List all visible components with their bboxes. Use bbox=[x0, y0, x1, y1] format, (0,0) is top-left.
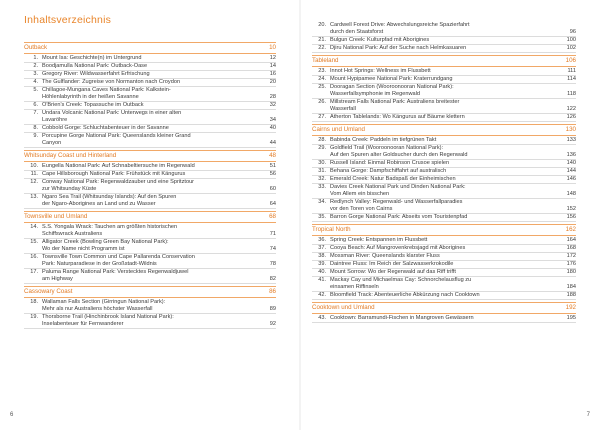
entry-page-number: 78 bbox=[269, 261, 276, 267]
right-page bbox=[300, 0, 600, 430]
toc-entry[interactable] bbox=[312, 68, 576, 76]
toc-entry[interactable] bbox=[24, 110, 276, 125]
entry-number: 41. bbox=[318, 277, 326, 283]
section-title: Cooktown und Umland bbox=[312, 304, 375, 311]
entry-number: 2. bbox=[33, 63, 38, 69]
entry-title-line: Cooktown: Barramundi-Fischen in Mangroven Gewässern bbox=[330, 315, 474, 321]
section-header bbox=[24, 42, 276, 54]
toc-entry[interactable] bbox=[312, 76, 576, 84]
toc-entry[interactable] bbox=[24, 55, 276, 63]
entry-page-number: 102 bbox=[566, 45, 576, 51]
entry-number: 23. bbox=[318, 68, 326, 74]
entry-title-line: Porcupine Gorge National Park: Queenslands kleiner Grand bbox=[42, 133, 191, 139]
entry-page-number: 188 bbox=[566, 292, 576, 298]
entry-number: 15. bbox=[30, 239, 38, 245]
section-page-number: 106 bbox=[565, 57, 576, 64]
toc-entry[interactable] bbox=[312, 214, 576, 222]
entry-title-line: Spring Creek: Entspannen im Flussbett bbox=[330, 237, 428, 243]
entry-number: 38. bbox=[318, 253, 326, 259]
section-header bbox=[24, 150, 276, 162]
toc-entry[interactable] bbox=[24, 171, 276, 179]
entry-page-number: 100 bbox=[566, 37, 576, 43]
toc-entry[interactable] bbox=[312, 292, 576, 300]
entry-title-line: Mackay Cay und Michaelmas Cay: Schnorchelausflug zu bbox=[330, 277, 472, 283]
entry-title-line: Emerald Creek: Natur Badspaß der Einheimischen bbox=[330, 176, 456, 182]
toc-entry[interactable] bbox=[312, 199, 576, 214]
entry-title-line: Canyon bbox=[42, 140, 62, 146]
entry-page-number: 14 bbox=[269, 63, 276, 69]
entry-page-number: 140 bbox=[566, 160, 576, 166]
toc-entry[interactable] bbox=[24, 224, 276, 239]
section-header bbox=[24, 211, 276, 223]
section-page-number: 192 bbox=[565, 304, 576, 311]
entry-title-line: Vom Allem ein bisschen bbox=[330, 191, 390, 197]
entry-title-line: Atherton Tablelands: Wo Kängurus auf Bäume klettern bbox=[330, 114, 465, 120]
entry-title-line: Innot Hot Springs: Wellness im Flussbett bbox=[330, 68, 431, 74]
entry-title-line: Davies Creek National Park und Dinden National Park: bbox=[330, 184, 466, 190]
entry-number: 34. bbox=[318, 199, 326, 205]
entry-page-number: 74 bbox=[269, 246, 276, 252]
entry-page-number: 172 bbox=[566, 253, 576, 259]
entry-number: 29. bbox=[318, 145, 326, 151]
entry-title-line: Wasserfall bbox=[330, 106, 356, 112]
toc-title: Inhaltsverzeichnis bbox=[24, 14, 112, 26]
entry-page-number: 12 bbox=[269, 55, 276, 61]
entry-title-line: Wallaman Falls Section (Girringun National Park): bbox=[42, 299, 166, 305]
entry-page-number: 164 bbox=[566, 237, 576, 243]
toc-entry[interactable] bbox=[24, 71, 276, 79]
entry-title-line: Thorsborne Trail (Hinchinbrook Island National Park): bbox=[42, 314, 174, 320]
entry-title-line: Millstream Falls National Park: Australiens breitester bbox=[330, 99, 460, 105]
toc-entry[interactable] bbox=[312, 269, 576, 277]
entry-title-line: Schiffswrack Australiens bbox=[42, 231, 103, 237]
toc-entry[interactable] bbox=[24, 79, 276, 87]
entry-title-line: Lavaröhre bbox=[42, 117, 68, 123]
toc-entry[interactable] bbox=[312, 45, 576, 53]
entry-title-line: Cardwell Forest Drive: Abwechslungsreiche Spazierfahrt bbox=[330, 22, 470, 28]
entry-page-number: 133 bbox=[566, 137, 576, 143]
toc-entry[interactable] bbox=[312, 84, 576, 99]
entry-title-line: Mount Hypipamee National Park: Kraterrundgang bbox=[330, 76, 453, 82]
entry-title-line: Babinda Creek: Paddeln im tiefgrünen Takt bbox=[330, 137, 437, 143]
toc-entry[interactable] bbox=[24, 63, 276, 71]
entry-page-number: 32 bbox=[269, 102, 276, 108]
entry-title-line: Höhlenlabyrinth in der heißen Savanne bbox=[42, 94, 139, 100]
section-page-number: 10 bbox=[269, 44, 276, 51]
entry-number: 20. bbox=[318, 22, 326, 28]
entry-number: 3. bbox=[33, 71, 38, 77]
toc-entry[interactable] bbox=[312, 99, 576, 114]
entry-title-line: Boodjamulla National Park: Outback-Oase bbox=[42, 63, 148, 69]
section-title: Outback bbox=[24, 44, 48, 51]
entry-page-number: 122 bbox=[566, 106, 576, 112]
entry-number: 22. bbox=[318, 45, 326, 51]
entry-title-line: Goldfield Trail (Wooroonooran National Park): bbox=[330, 145, 444, 151]
entry-page-number: 51 bbox=[269, 163, 276, 169]
entry-page-number: 168 bbox=[566, 245, 576, 251]
toc-entry[interactable] bbox=[24, 299, 276, 314]
toc-entry[interactable] bbox=[24, 269, 276, 284]
entry-number: 16. bbox=[30, 254, 38, 260]
toc-entry[interactable] bbox=[312, 168, 576, 176]
entry-number: 11. bbox=[30, 171, 38, 177]
entry-title-line: Alligator Creek (Bowling Green Bay National Park): bbox=[42, 239, 169, 245]
section-header bbox=[24, 286, 276, 298]
entry-number: 28. bbox=[318, 137, 326, 143]
section-title: Whitsunday Coast und Hinterland bbox=[24, 152, 117, 159]
entry-title-line: Behana Gorge: Dampfschiffahrt auf australisch bbox=[330, 168, 447, 174]
entry-number: 40. bbox=[318, 269, 326, 275]
toc-entry[interactable] bbox=[312, 37, 576, 45]
section-title: Tropical North bbox=[312, 226, 351, 233]
entry-title-line: Mount Isa: Geschichte(n) im Untergrund bbox=[42, 55, 142, 61]
entry-page-number: 20 bbox=[269, 79, 276, 85]
entry-number: 32. bbox=[318, 176, 326, 182]
section-page-number: 86 bbox=[269, 288, 276, 295]
entry-number: 35. bbox=[318, 214, 326, 220]
entry-title-line: Djiru National Park: Auf der Suche nach Helmkasuaren bbox=[330, 45, 467, 51]
entry-page-number: 82 bbox=[269, 276, 276, 282]
section-header bbox=[312, 224, 576, 236]
entry-title-line: Undara Volcanic National Park: Unterwegs in einer alten bbox=[42, 110, 182, 116]
entry-page-number: 92 bbox=[269, 321, 276, 327]
section-title: Townsville und Umland bbox=[24, 213, 88, 220]
toc-entry[interactable] bbox=[312, 245, 576, 253]
entry-page-number: 111 bbox=[567, 68, 576, 74]
entry-number: 6. bbox=[33, 102, 38, 108]
entry-number: 18. bbox=[30, 299, 38, 305]
section-title: Cairns und Umland bbox=[312, 126, 365, 133]
entry-title-line: S.S. Yongala Wrack: Tauchen am größten historischen bbox=[42, 224, 178, 230]
toc-entry[interactable] bbox=[312, 145, 576, 160]
entry-number: 4. bbox=[33, 79, 38, 85]
entry-title-line: Cooya Beach: Auf Mangrovenkrebsjagd mit Aborigines bbox=[330, 245, 466, 251]
entry-page-number: 195 bbox=[566, 315, 576, 321]
entry-page-number: 16 bbox=[269, 71, 276, 77]
entry-page-number: 144 bbox=[566, 168, 576, 174]
entry-page-number: 96 bbox=[569, 29, 576, 35]
entry-number: 19. bbox=[30, 314, 38, 320]
entry-title-line: Inselabenteuer für Fernwanderer bbox=[42, 321, 124, 327]
entry-number: 36. bbox=[318, 237, 326, 243]
section-title: Tableland bbox=[312, 57, 339, 64]
entry-page-number: 34 bbox=[269, 117, 276, 123]
section-page-number: 48 bbox=[269, 152, 276, 159]
entry-title-line: Ngaro Sea Trail (Whitsunday Islands): Auf den Spuren bbox=[42, 194, 177, 200]
entry-number: 43. bbox=[318, 315, 326, 321]
left-toc-list bbox=[24, 40, 276, 329]
entry-number: 33. bbox=[318, 184, 326, 190]
entry-title-line: Townsville Town Common und Cape Pallarenda Conservation bbox=[42, 254, 195, 260]
entry-title-line: am Highway bbox=[42, 276, 73, 282]
entry-page-number: 184 bbox=[566, 284, 576, 290]
entry-number: 42. bbox=[318, 292, 326, 298]
section-header bbox=[312, 55, 576, 67]
entry-title-line: durch den Staatsforst bbox=[330, 29, 384, 35]
section-page-number: 162 bbox=[565, 226, 576, 233]
entry-page-number: 40 bbox=[269, 125, 276, 131]
entry-title-line: Mossman River: Queenslands klarster Fluss bbox=[330, 253, 440, 259]
toc-entry[interactable] bbox=[312, 176, 576, 184]
entry-page-number: 28 bbox=[269, 94, 276, 100]
entry-number: 12. bbox=[30, 179, 38, 185]
toc-entry[interactable] bbox=[24, 125, 276, 133]
section-page-number: 68 bbox=[269, 213, 276, 220]
entry-title-line: Wasserfallsymphonie im Regenwald bbox=[330, 91, 420, 97]
entry-number: 10. bbox=[30, 163, 38, 169]
entry-title-line: Mehr als nur Australiens höchster Wasserfall bbox=[42, 306, 153, 312]
entry-page-number: 180 bbox=[566, 269, 576, 275]
entry-title-line: Barron Gorge National Park: Abseits vom Touristenpfad bbox=[330, 214, 468, 220]
entry-page-number: 114 bbox=[567, 76, 576, 82]
entry-number: 30. bbox=[318, 160, 326, 166]
entry-number: 14. bbox=[30, 224, 38, 230]
entry-number: 17. bbox=[30, 269, 38, 275]
entry-number: 31. bbox=[318, 168, 326, 174]
entry-title-line: Mount Sorrow: Wo der Regenwald auf das Riff trifft bbox=[330, 269, 456, 275]
entry-title-line: Cobbold Gorge: Schluchtabenteuer in der Savanne bbox=[42, 125, 169, 131]
toc-entry[interactable] bbox=[312, 261, 576, 269]
entry-title-line: Chillagoe-Mungana Caves National Park: Kalkstein- bbox=[42, 87, 171, 93]
entry-page-number: 136 bbox=[566, 152, 576, 158]
entry-number: 25. bbox=[318, 84, 326, 90]
entry-number: 24. bbox=[318, 76, 326, 82]
toc-entry[interactable] bbox=[312, 114, 576, 122]
toc-entry[interactable] bbox=[24, 314, 276, 329]
entry-number: 26. bbox=[318, 99, 326, 105]
entry-title-line: Redlynch Valley: Regenwald- und Wasserfallparadies bbox=[330, 199, 463, 205]
entry-number: 13. bbox=[30, 194, 38, 200]
section-title: Cassowary Coast bbox=[24, 288, 73, 295]
entry-page-number: 64 bbox=[269, 201, 276, 207]
entry-title-line: der Ngaro-Aborigines an Land und zu Wasser bbox=[42, 201, 156, 207]
section-page-number: 130 bbox=[565, 126, 576, 133]
entry-number: 21. bbox=[318, 37, 326, 43]
toc-entry[interactable] bbox=[24, 87, 276, 102]
entry-title-line: Gregory River: Wildwasserfahrt Erfrischung bbox=[42, 71, 150, 77]
entry-title-line: Bulgun Creek: Kulturpfad mit Aborigines bbox=[330, 37, 430, 43]
entry-title-line: vor den Toren von Cairns bbox=[330, 206, 393, 212]
entry-title-line: einsamen Riffinseln bbox=[330, 284, 379, 290]
entry-page-number: 56 bbox=[269, 171, 276, 177]
entry-title-line: Park: Naturparadiese in der Großstadt-Wildnis bbox=[42, 261, 157, 267]
section-header bbox=[312, 124, 576, 136]
entry-number: 9. bbox=[33, 133, 38, 139]
entry-page-number: 44 bbox=[269, 140, 276, 146]
entry-title-line: zur Whitsunday Küste bbox=[42, 186, 97, 192]
entry-number: 5. bbox=[33, 87, 38, 93]
entry-number: 7. bbox=[33, 110, 38, 116]
entry-title-line: Wo der Name nicht Programm ist bbox=[42, 246, 125, 252]
toc-entry[interactable] bbox=[24, 179, 276, 194]
toc-entry[interactable] bbox=[312, 315, 576, 323]
section-header bbox=[312, 302, 576, 314]
entry-title-line: Cape Hillsborough National Park: Frühstück mit Kängurus bbox=[42, 171, 186, 177]
entry-page-number: 148 bbox=[566, 191, 576, 197]
entry-number: 8. bbox=[33, 125, 38, 131]
entry-page-number: 176 bbox=[566, 261, 576, 267]
entry-title-line: Bloomfield Track: Abenteuerliche Abkürzung nach Cooktown bbox=[330, 292, 480, 298]
toc-entry[interactable] bbox=[312, 237, 576, 245]
right-page-number: 7 bbox=[586, 412, 590, 418]
toc-entry[interactable] bbox=[24, 254, 276, 269]
toc-entry[interactable] bbox=[24, 239, 276, 254]
entry-title-line: Eungella National Park: Auf Schnabeltiersuche im Regenwald bbox=[42, 163, 195, 169]
entry-title-line: Daintree Fluss: Im Reich der Salzwasserkrokodile bbox=[330, 261, 454, 267]
toc-entry[interactable] bbox=[312, 137, 576, 145]
toc-entry[interactable] bbox=[312, 160, 576, 168]
toc-entry[interactable] bbox=[312, 253, 576, 261]
entry-title-line: Dooragan Section (Wooroonooran National Park): bbox=[330, 84, 454, 90]
toc-entry[interactable] bbox=[24, 163, 276, 171]
entry-title-line: Auf den Spuren alter Goldsucher durch den Regenwald bbox=[330, 152, 468, 158]
entry-title-line: Russell Island: Einmal Robinson Crusoe spielen bbox=[330, 160, 450, 166]
entry-title-line: O'Brien's Creek: Topassuche im Outback bbox=[42, 102, 144, 108]
entry-page-number: 156 bbox=[566, 214, 576, 220]
toc-entry[interactable] bbox=[312, 22, 576, 37]
entry-page-number: 60 bbox=[269, 186, 276, 192]
entry-title-line: The Gulflander: Zugreise von Normanton nach Croydon bbox=[42, 79, 181, 85]
toc-entry[interactable] bbox=[24, 133, 276, 148]
entry-number: 37. bbox=[318, 245, 326, 251]
entry-title-line: Conway National Park: Regenwaldzauber und eine Spritztour bbox=[42, 179, 195, 185]
entry-number: 27. bbox=[318, 114, 326, 120]
entry-page-number: 89 bbox=[269, 306, 276, 312]
entry-page-number: 152 bbox=[566, 206, 576, 212]
toc-entry[interactable] bbox=[312, 277, 576, 292]
entry-page-number: 126 bbox=[566, 114, 576, 120]
entry-title-line: Paluma Range National Park: Verstecktes Regenwaldjuwel bbox=[42, 269, 189, 275]
toc-entry[interactable] bbox=[24, 194, 276, 209]
toc-entry[interactable] bbox=[24, 102, 276, 110]
left-page-number: 6 bbox=[10, 412, 14, 418]
entry-page-number: 146 bbox=[566, 176, 576, 182]
entry-number: 1. bbox=[33, 55, 38, 61]
right-toc-list bbox=[312, 22, 576, 323]
entry-page-number: 118 bbox=[567, 91, 576, 97]
entry-page-number: 71 bbox=[269, 231, 276, 237]
toc-entry[interactable] bbox=[312, 184, 576, 199]
entry-number: 39. bbox=[318, 261, 326, 267]
